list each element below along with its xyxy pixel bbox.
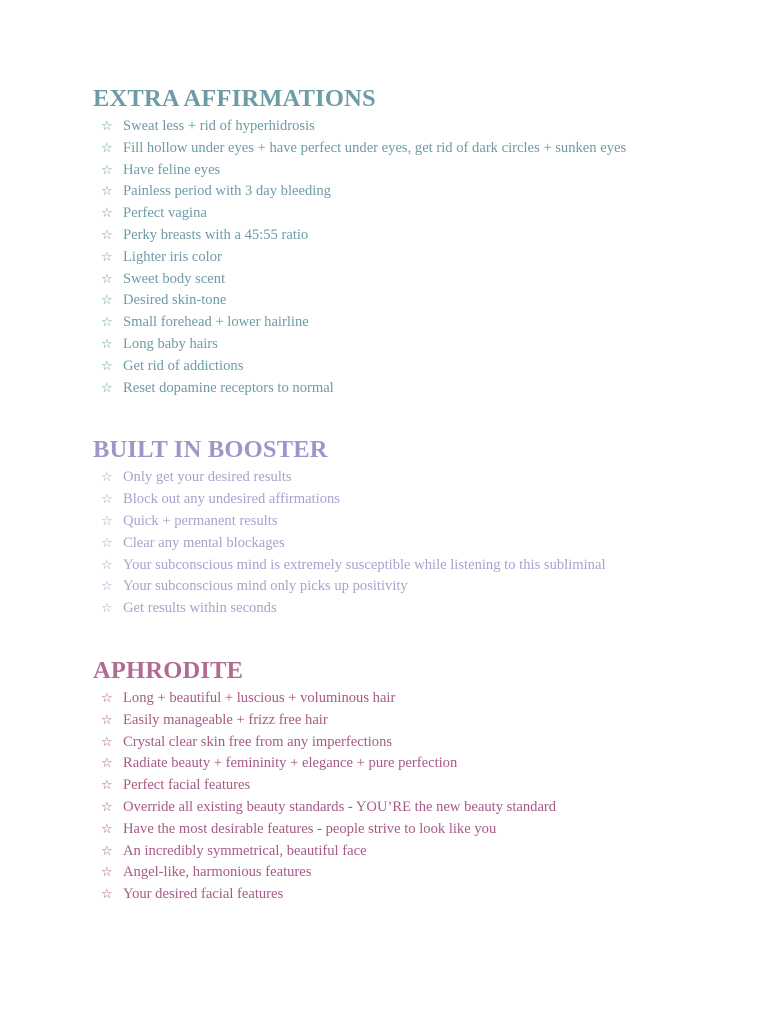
list-item	[93, 555, 683, 577]
section-title: APHRODITE	[93, 656, 244, 684]
list-item	[93, 797, 683, 819]
item-text: Perky breasts with a 45:55 ratio	[123, 226, 309, 243]
item-text: Long + beautiful + luscious + voluminous hair	[123, 689, 396, 706]
star-icon: ☆	[101, 184, 113, 200]
star-icon: ☆	[101, 293, 113, 309]
list-item	[93, 533, 683, 555]
list-item	[93, 116, 683, 138]
affirmation-list	[93, 116, 683, 399]
star-icon: ☆	[101, 843, 113, 859]
star-icon: ☆	[101, 865, 113, 881]
section-title: EXTRA AFFIRMATIONS	[93, 85, 376, 112]
list-item	[93, 753, 683, 775]
star-icon: ☆	[101, 140, 113, 156]
list-item	[93, 732, 683, 754]
star-icon: ☆	[101, 315, 113, 331]
list-item	[93, 312, 683, 334]
item-text: Painless period with 3 day bleeding	[123, 183, 331, 200]
list-item	[93, 511, 683, 533]
star-icon: ☆	[101, 513, 113, 529]
item-text: Long baby hairs	[123, 335, 218, 352]
item-text: Your subconscious mind only picks up positivity	[123, 578, 408, 595]
list-item	[93, 138, 683, 160]
star-icon: ☆	[101, 799, 113, 815]
star-icon: ☆	[101, 690, 113, 706]
section-built-in-booster	[93, 433, 683, 620]
list-item	[93, 160, 683, 182]
star-icon: ☆	[101, 492, 113, 508]
item-text: Have feline eyes	[123, 161, 221, 178]
star-icon: ☆	[101, 756, 113, 772]
item-text: Perfect vagina	[123, 205, 207, 222]
item-text: Quick + permanent results	[123, 512, 278, 529]
item-text: Sweet body scent	[123, 270, 226, 287]
star-icon: ☆	[101, 206, 113, 222]
section-aphrodite	[93, 654, 683, 906]
list-item	[93, 378, 683, 400]
list-item	[93, 576, 683, 598]
list-item	[93, 688, 683, 710]
list-item	[93, 290, 683, 312]
affirmation-list	[93, 688, 683, 906]
star-icon: ☆	[101, 380, 113, 396]
list-item	[93, 710, 683, 732]
star-icon: ☆	[101, 470, 113, 486]
star-icon: ☆	[101, 271, 113, 287]
list-item	[93, 269, 683, 291]
star-icon: ☆	[101, 821, 113, 837]
list-item	[93, 775, 683, 797]
item-text: Only get your desired results	[123, 469, 292, 486]
item-text: Crystal clear skin free from any imperfections	[123, 733, 393, 750]
document-page	[93, 82, 683, 906]
item-text: Desired skin-tone	[123, 292, 227, 309]
item-text: An incredibly symmetrical, beautiful face	[123, 842, 367, 859]
star-icon: ☆	[101, 249, 113, 265]
star-icon: ☆	[101, 358, 113, 374]
star-icon: ☆	[101, 557, 113, 573]
list-item	[93, 247, 683, 269]
list-item	[93, 841, 683, 863]
item-text: Reset dopamine receptors to normal	[123, 379, 334, 396]
item-text: Your desired facial features	[123, 886, 284, 903]
star-icon: ☆	[101, 734, 113, 750]
item-text: Small forehead + lower hairline	[123, 314, 309, 331]
section-title: BUILT IN BOOSTER	[93, 436, 328, 464]
list-item	[93, 334, 683, 356]
list-item	[93, 467, 683, 489]
star-icon: ☆	[101, 601, 113, 617]
star-icon: ☆	[101, 119, 113, 134]
item-text: Radiate beauty + femininity + elegance + pure perfection	[123, 755, 458, 772]
item-text: Angel-like, harmonious features	[123, 864, 312, 881]
star-icon: ☆	[101, 336, 113, 352]
item-text: Your subconscious mind is extremely susceptible while listening to this subliminal	[123, 556, 606, 573]
list-item	[93, 884, 683, 906]
star-icon: ☆	[101, 778, 113, 794]
list-item	[93, 598, 683, 620]
star-icon: ☆	[101, 227, 113, 243]
star-icon: ☆	[101, 162, 113, 178]
star-icon: ☆	[101, 579, 113, 595]
item-text: Get rid of addictions	[123, 357, 244, 374]
section-extra-affirmations	[93, 82, 683, 399]
item-text: Perfect facial features	[123, 777, 251, 794]
item-text: Fill hollow under eyes + have perfect under eyes, get rid of dark circles + sunken eyes	[123, 139, 627, 156]
item-text: Easily manageable + frizz free hair	[123, 711, 328, 728]
item-text: Override all existing beauty standards - YOU’RE the new beauty standard	[123, 798, 557, 815]
item-text: Lighter iris color	[123, 248, 222, 265]
list-item	[93, 203, 683, 225]
star-icon: ☆	[101, 535, 113, 551]
item-text: Clear any mental blockages	[123, 534, 285, 551]
item-text: Block out any undesired affirmations	[123, 491, 340, 508]
list-item	[93, 225, 683, 247]
list-item	[93, 181, 683, 203]
affirmation-list	[93, 467, 683, 620]
item-text: Have the most desirable features - people strive to look like you	[123, 820, 497, 837]
list-item	[93, 356, 683, 378]
item-text: Get results within seconds	[123, 600, 277, 617]
item-text: Sweat less + rid of hyperhidrosis	[123, 118, 315, 134]
list-item	[93, 819, 683, 841]
list-item	[93, 489, 683, 511]
list-item	[93, 862, 683, 884]
star-icon: ☆	[101, 712, 113, 728]
star-icon: ☆	[101, 887, 113, 903]
